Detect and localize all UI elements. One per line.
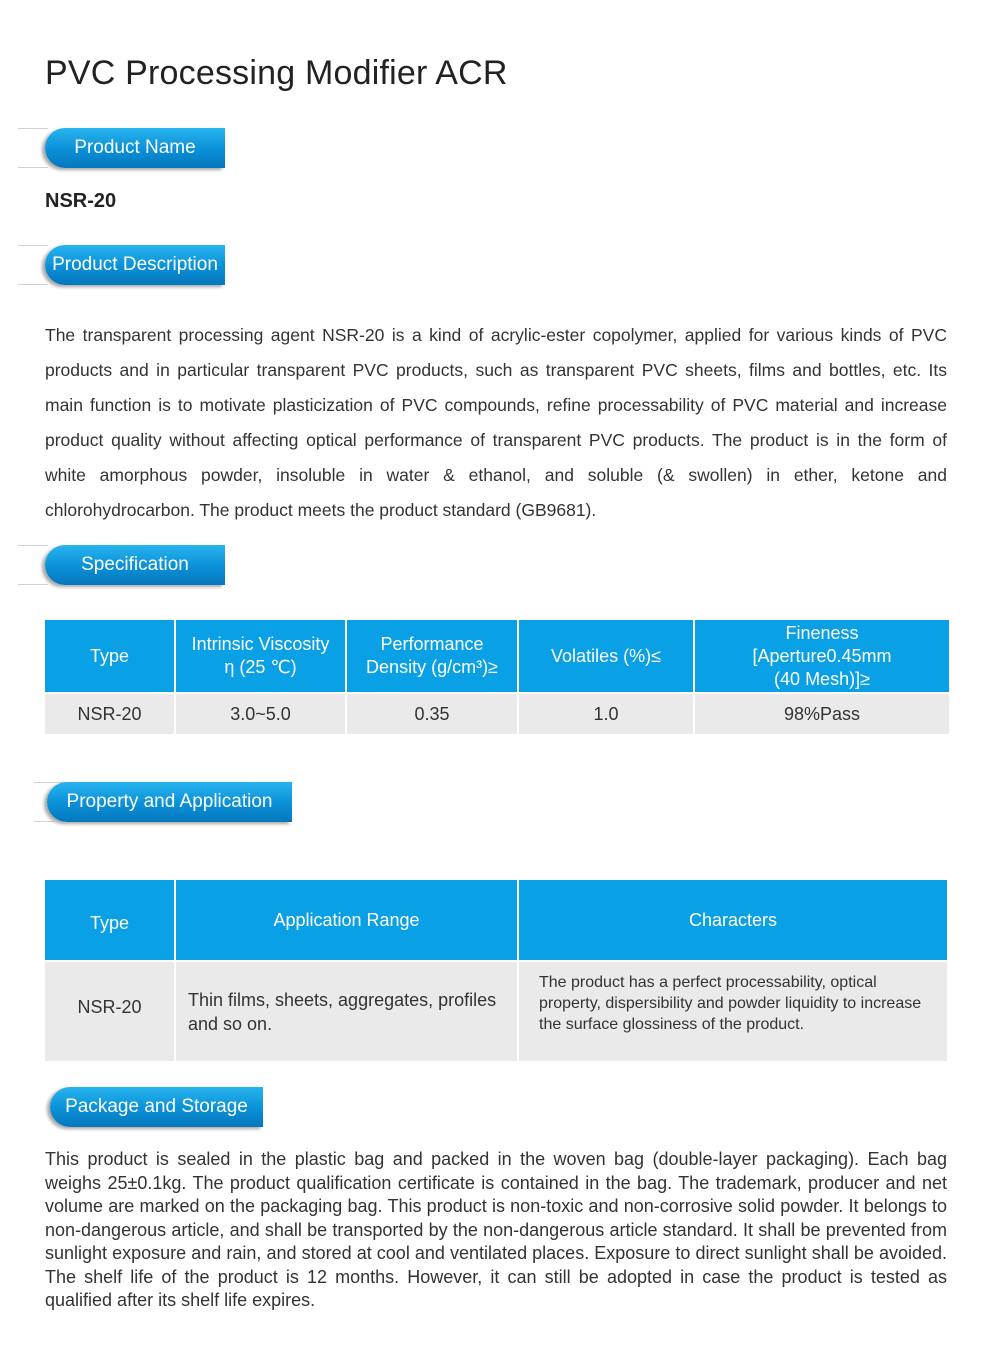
specification-table xyxy=(43,620,951,734)
spec-cell-fineness: 98%Pass xyxy=(695,694,949,734)
spec-cell-viscosity: 3.0~5.0 xyxy=(176,694,345,734)
spec-header-density xyxy=(347,620,517,694)
spec-header-volatiles: Volatiles (%)≤ xyxy=(519,620,693,694)
app-cell-type: NSR-20 xyxy=(45,962,174,1061)
app-header-type: Type xyxy=(45,880,174,962)
spec-header-fineness-line2: [Aperture0.45mm xyxy=(752,645,892,666)
section-tab-product-description xyxy=(18,245,225,285)
application-table xyxy=(43,880,949,1061)
spec-header-viscosity xyxy=(176,620,345,694)
section-title-package-storage: Package and Storage xyxy=(50,1087,263,1127)
spec-header-fineness-line3: (40 Mesh)]≥ xyxy=(774,668,870,689)
spec-header-viscosity-line2: η (25 ℃) xyxy=(224,657,297,677)
spec-header-fineness xyxy=(695,620,949,694)
app-header-range: Application Range xyxy=(176,880,517,962)
spec-header-type: Type xyxy=(45,620,174,694)
app-header-row xyxy=(45,880,947,962)
package-text: This product is sealed in the plastic bag and packed in the woven bag (double-layer packaging). Each bag weighs 25±0.1kg. The product qualification certificate is contained in the bag. The trademark, producer and net volume are marked on the packaging bag. This product is non-toxic and non-corrosive solid powder. It belongs to non-dangerous article, and shall be transported by the non-dangerous article standard. It shall be prevented from sunlight exposure and rain, and stored at cool and ventilated places. Exposure to direct sunlight shall be avoided. The shelf life of the product is 12 months. However, it can still be adopted in case the product is tested as qualified after its shelf life expires. xyxy=(45,1149,947,1310)
app-header-characters: Characters xyxy=(519,880,947,962)
spec-cell-type: NSR-20 xyxy=(45,694,174,734)
page-title: PVC Processing Modifier ACR xyxy=(45,54,508,92)
spec-cell-density: 0.35 xyxy=(347,694,517,734)
app-cell-range: Thin films, sheets, aggregates, profiles and so on. xyxy=(176,962,517,1061)
spec-header-fineness-line1: Fineness xyxy=(785,622,859,643)
description-text: The transparent processing agent NSR-20 is a kind of acrylic-ester copolymer, applied for various kinds of PVC products and in particular transparent PVC products, such as transparent PVC sheets, films and bottles, etc. Its main function is to motivate plasticization of PVC compounds, refine processability of PVC material and increase product quality without affecting optical performance of transparent PVC products. The product is in the form of white amorphous powder, insoluble in water & ethanol, and soluble (& swollen) in ether, ketone and chlorohydrocarbon. The product meets the product standard (GB9681). xyxy=(45,325,947,520)
section-title-product-name: Product Name xyxy=(45,128,225,168)
product-code: NSR-20 xyxy=(45,190,117,212)
section-tab-property-application xyxy=(34,782,292,822)
spec-header-row xyxy=(45,620,949,694)
spec-header-density-line2: Density (g/cm³)≥ xyxy=(366,657,498,677)
spec-header-density-line1: Performance xyxy=(380,634,484,654)
spec-header-viscosity-line1: Intrinsic Viscosity xyxy=(191,634,330,654)
app-cell-characters: The product has a perfect processability, optical property, dispersibility and powder liquidity to increase the surface glossiness of the product. xyxy=(519,962,947,1061)
section-title-product-description: Product Description xyxy=(45,245,225,285)
table-row xyxy=(45,694,949,734)
section-tab-specification xyxy=(18,545,225,585)
section-title-specification: Specification xyxy=(45,545,225,585)
spec-cell-volatiles: 1.0 xyxy=(519,694,693,734)
section-tab-package-storage xyxy=(50,1087,263,1127)
table-row xyxy=(45,962,947,1061)
section-tab-product-name xyxy=(18,128,225,168)
section-title-property-application: Property and Application xyxy=(47,782,292,822)
